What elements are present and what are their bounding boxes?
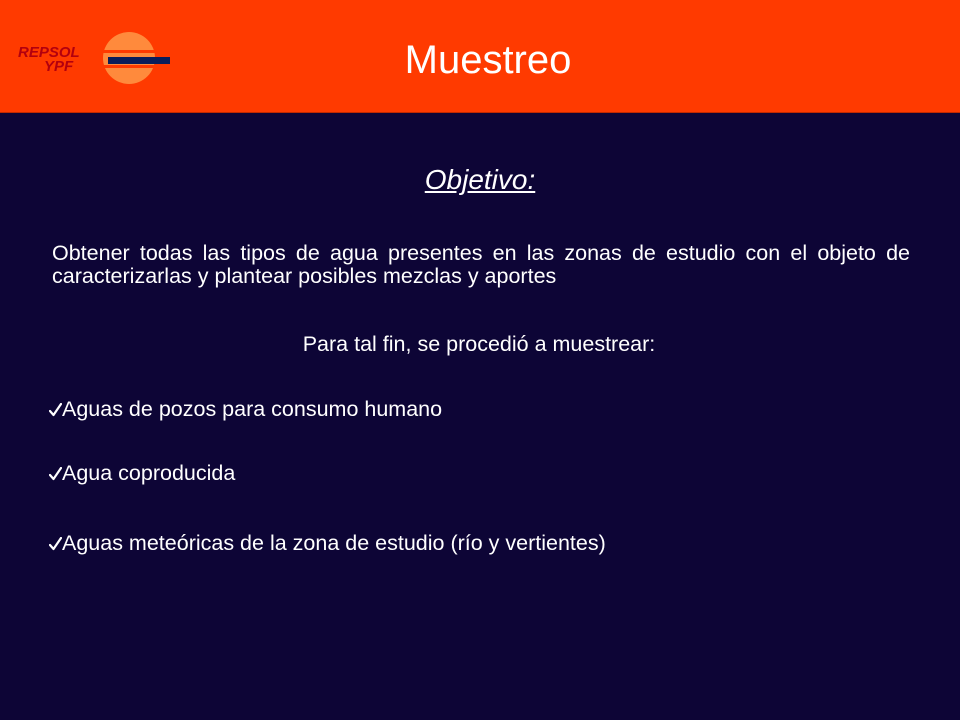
header-bar: [0, 0, 960, 113]
logo-text-line1: REPSOL: [18, 44, 80, 61]
objective-paragraph: Obtener todas las tipos de agua presentes en las zonas de estudio con el objeto de caracterizarlas y plantear posibles mezclas y aportes: [52, 241, 910, 288]
bullet-item: [49, 395, 442, 423]
logo-text-line2: YPF: [44, 58, 74, 75]
check-icon: [49, 537, 62, 551]
intro-line: Para tal fin, se procedió a muestrear:: [302, 332, 656, 356]
check-icon: [49, 403, 62, 417]
bullet-text: Agua coproducida: [62, 461, 236, 485]
bullet-item: [49, 529, 606, 557]
slide-title: Muestreo: [404, 38, 572, 82]
bullet-text: Aguas de pozos para consumo humano: [62, 397, 443, 421]
check-icon: [49, 467, 62, 481]
bullet-text: Aguas meteóricas de la zona de estudio (río y vertientes): [62, 531, 606, 555]
bullet-item: [49, 459, 235, 487]
objective-heading: Objetivo:: [424, 164, 536, 195]
